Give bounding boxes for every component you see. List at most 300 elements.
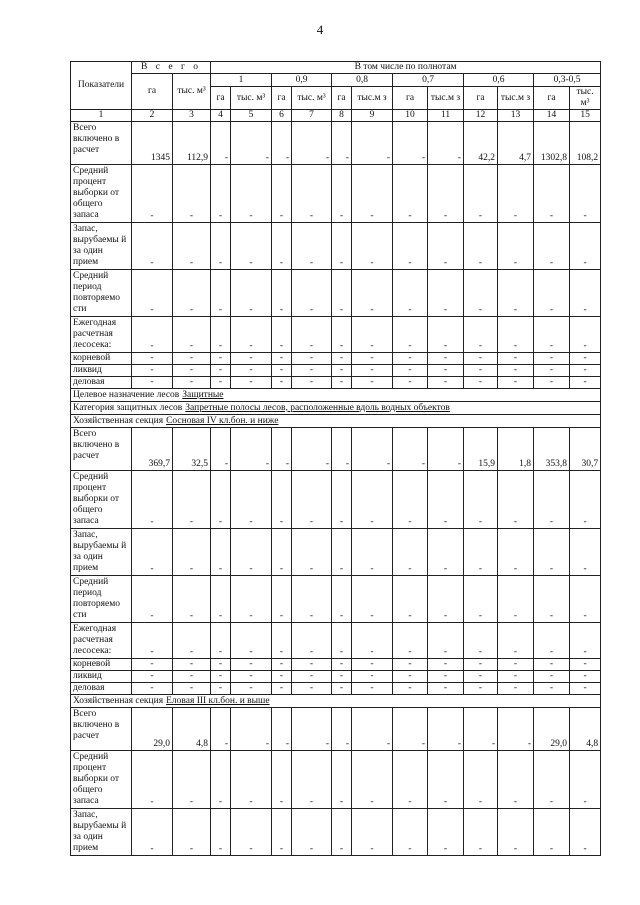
table-cell: -: [498, 751, 534, 809]
table-cell: -: [428, 317, 464, 353]
table-cell: -: [272, 428, 292, 471]
table-cell: -: [570, 529, 601, 576]
table-cell: -: [231, 223, 272, 270]
table-cell: -: [332, 683, 352, 695]
table-cell: -: [231, 623, 272, 659]
table-cell: -: [132, 529, 173, 576]
row-label: Всего включено в расчет: [71, 122, 132, 165]
table-cell: -: [211, 317, 231, 353]
category-label: Категория защитных лесов: [73, 402, 183, 413]
table-cell: -: [352, 270, 393, 317]
row-stock-per-take: [71, 809, 601, 856]
row-business: [71, 377, 601, 389]
table-cell: -: [173, 809, 211, 856]
table-cell: -: [352, 223, 393, 270]
table-cell: -: [464, 377, 498, 389]
table-cell: -: [132, 751, 173, 809]
table-cell: -: [498, 708, 534, 751]
table-cell: -: [464, 576, 498, 623]
table-cell: -: [292, 576, 332, 623]
row-avg-period: [71, 270, 601, 317]
table-cell: -: [570, 365, 601, 377]
table-cell: -: [173, 165, 211, 223]
table-cell: -: [352, 353, 393, 365]
table-cell: -: [393, 683, 428, 695]
col-number: 3: [173, 110, 211, 122]
table-cell: -: [352, 659, 393, 671]
table-cell: -: [231, 122, 272, 165]
table-cell: -: [428, 471, 464, 529]
table-cell: -: [498, 623, 534, 659]
row-avg-percent: [71, 165, 601, 223]
table-cell: -: [498, 270, 534, 317]
table-cell: -: [292, 671, 332, 683]
row-root: [71, 659, 601, 671]
table-cell: -: [272, 683, 292, 695]
table-cell: -: [272, 751, 292, 809]
table-cell: -: [211, 809, 231, 856]
table-cell: -: [132, 576, 173, 623]
table-cell: -: [272, 576, 292, 623]
row-label: ликвид: [71, 671, 132, 683]
table-cell: -: [173, 751, 211, 809]
table-cell: -: [211, 377, 231, 389]
table-cell: -: [464, 659, 498, 671]
table-cell: -: [428, 365, 464, 377]
table-cell: -: [173, 471, 211, 529]
table-cell: -: [534, 623, 570, 659]
density-0-8: 0,8: [332, 74, 393, 87]
table-cell: -: [211, 270, 231, 317]
table-cell: -: [211, 529, 231, 576]
table-cell: 369,7: [132, 428, 173, 471]
table-cell: -: [332, 165, 352, 223]
table-cell: -: [292, 353, 332, 365]
table-cell: -: [132, 165, 173, 223]
table-cell: -: [352, 809, 393, 856]
table-cell: -: [534, 751, 570, 809]
row-avg-period: [71, 576, 601, 623]
table-cell: -: [393, 623, 428, 659]
sub-ha: га: [332, 87, 352, 110]
table-cell: -: [464, 751, 498, 809]
table-cell: -: [292, 708, 332, 751]
table-cell: -: [211, 751, 231, 809]
table-cell: -: [332, 223, 352, 270]
table-cell: -: [393, 659, 428, 671]
table-cell: -: [132, 683, 173, 695]
table-cell: -: [211, 353, 231, 365]
table-cell: -: [292, 377, 332, 389]
table-cell: -: [132, 270, 173, 317]
table-cell: -: [332, 377, 352, 389]
sub-ha: га: [393, 87, 428, 110]
table-cell: -: [272, 671, 292, 683]
table-cell: -: [132, 623, 173, 659]
table-cell: -: [332, 529, 352, 576]
table-cell: -: [231, 751, 272, 809]
forest-table: [70, 61, 601, 856]
table-cell: -: [173, 529, 211, 576]
table-cell: -: [428, 165, 464, 223]
sub-ha: га: [534, 87, 570, 110]
table-cell: -: [211, 659, 231, 671]
table-cell: -: [272, 165, 292, 223]
table-cell: 1302,8: [534, 122, 570, 165]
table-cell: 112,9: [173, 122, 211, 165]
table-cell: 42,2: [464, 122, 498, 165]
sub-ths: тыс. м³: [292, 87, 332, 110]
col-number: 1: [71, 110, 132, 122]
table-cell: 4,8: [173, 708, 211, 751]
table-cell: -: [132, 377, 173, 389]
table-cell: -: [534, 165, 570, 223]
table-cell: -: [211, 671, 231, 683]
table-cell: -: [570, 683, 601, 695]
table-cell: -: [211, 165, 231, 223]
table-cell: -: [272, 377, 292, 389]
col-number: 4: [211, 110, 231, 122]
table-cell: -: [231, 529, 272, 576]
table-cell: -: [272, 270, 292, 317]
table-cell: -: [352, 317, 393, 353]
table-cell: -: [393, 317, 428, 353]
table-cell: -: [231, 377, 272, 389]
row-total: [71, 708, 601, 751]
table-cell: -: [393, 529, 428, 576]
row-business: [71, 683, 601, 695]
row-total: [71, 122, 601, 165]
table-cell: -: [352, 428, 393, 471]
table-cell: -: [428, 377, 464, 389]
col-number: 12: [464, 110, 498, 122]
table-cell: -: [352, 683, 393, 695]
table-cell: -: [292, 529, 332, 576]
row-label: Всего включено в расчет: [71, 428, 132, 471]
table-cell: 30,7: [570, 428, 601, 471]
row-label: Запас, вырубаемы й за один прием: [71, 529, 132, 576]
row-stock-per-take: [71, 529, 601, 576]
table-cell: -: [393, 270, 428, 317]
col-number: 11: [428, 110, 464, 122]
table-cell: -: [211, 122, 231, 165]
table-cell: -: [570, 223, 601, 270]
table-cell: -: [211, 223, 231, 270]
table-cell: -: [231, 365, 272, 377]
table-cell: -: [332, 270, 352, 317]
sub-ths: тыс. м³: [231, 87, 272, 110]
sub-ha: га: [211, 87, 231, 110]
table-cell: -: [231, 428, 272, 471]
table-cell: -: [570, 377, 601, 389]
table-cell: -: [272, 365, 292, 377]
col-number: 7: [292, 110, 332, 122]
table-cell: -: [464, 353, 498, 365]
table-cell: -: [231, 576, 272, 623]
table-cell: -: [534, 683, 570, 695]
row-label: Средний период повторяемо сти: [71, 576, 132, 623]
table-cell: -: [570, 623, 601, 659]
table-cell: -: [332, 576, 352, 623]
info-section-2-cell: [71, 695, 601, 708]
table-cell: -: [534, 659, 570, 671]
table-cell: -: [352, 122, 393, 165]
table-cell: -: [332, 353, 352, 365]
section-label: Хозяйственная секция: [73, 695, 164, 706]
table-cell: -: [231, 659, 272, 671]
table-cell: -: [231, 708, 272, 751]
table-cell: -: [332, 708, 352, 751]
table-cell: -: [464, 223, 498, 270]
table-cell: -: [534, 671, 570, 683]
table-cell: -: [428, 659, 464, 671]
table-cell: 15,9: [464, 428, 498, 471]
info-purpose: [71, 389, 601, 402]
table-cell: -: [498, 223, 534, 270]
table-cell: 1,8: [498, 428, 534, 471]
table-cell: -: [498, 353, 534, 365]
table-cell: -: [534, 270, 570, 317]
table-cell: -: [428, 122, 464, 165]
table-cell: -: [428, 529, 464, 576]
table-cell: -: [173, 377, 211, 389]
table-cell: -: [211, 471, 231, 529]
density-0-3-0-5: 0,3-0,5: [534, 74, 601, 87]
table-cell: -: [211, 683, 231, 695]
table-cell: -: [534, 576, 570, 623]
table-cell: -: [570, 809, 601, 856]
table-cell: -: [393, 751, 428, 809]
col-number: 5: [231, 110, 272, 122]
table-cell: -: [292, 751, 332, 809]
table-cell: -: [272, 353, 292, 365]
row-label: корневой: [71, 353, 132, 365]
table-cell: -: [393, 223, 428, 270]
table-cell: -: [464, 809, 498, 856]
table-cell: -: [352, 365, 393, 377]
table-cell: -: [570, 471, 601, 529]
table-cell: -: [272, 529, 292, 576]
table-cell: -: [393, 122, 428, 165]
col-number: 15: [570, 110, 601, 122]
table-cell: -: [332, 659, 352, 671]
table-cell: -: [498, 659, 534, 671]
table-cell: -: [292, 659, 332, 671]
table-cell: -: [428, 270, 464, 317]
table-cell: -: [393, 165, 428, 223]
row-label: Средний процент выборки от общего запаса: [71, 471, 132, 529]
table-cell: -: [393, 708, 428, 751]
info-section-2: [71, 695, 601, 708]
table-cell: 29,0: [534, 708, 570, 751]
sub-ha: га: [464, 87, 498, 110]
row-label: деловая: [71, 377, 132, 389]
table-cell: -: [464, 683, 498, 695]
table-cell: -: [211, 365, 231, 377]
sub-ths: тыс.м з: [498, 87, 534, 110]
table-cell: -: [570, 659, 601, 671]
table-cell: -: [332, 623, 352, 659]
table-cell: -: [393, 671, 428, 683]
table-cell: -: [570, 165, 601, 223]
info-category-cell: [71, 402, 601, 415]
table-cell: -: [132, 809, 173, 856]
table-cell: -: [231, 270, 272, 317]
table-cell: -: [272, 317, 292, 353]
row-label: Ежегодная расчетная лесосека:: [71, 317, 132, 353]
table-cell: -: [292, 223, 332, 270]
row-avg-percent: [71, 751, 601, 809]
purpose-label: Целевое назначение лесов: [73, 389, 180, 400]
table-cell: -: [292, 365, 332, 377]
section-value: Сосновая IV кл.бон. и ниже: [166, 415, 279, 426]
table-cell: -: [352, 471, 393, 529]
table-cell: -: [173, 671, 211, 683]
table-cell: -: [173, 223, 211, 270]
row-label: Средний период повторяемо сти: [71, 270, 132, 317]
col-number: 6: [272, 110, 292, 122]
table-cell: -: [393, 809, 428, 856]
table-cell: -: [332, 365, 352, 377]
table-cell: -: [272, 223, 292, 270]
table-cell: -: [231, 809, 272, 856]
table-cell: -: [272, 708, 292, 751]
row-label: Запас, вырубаемы й за один прием: [71, 223, 132, 270]
table-cell: -: [231, 683, 272, 695]
table-cell: -: [534, 353, 570, 365]
table-cell: -: [570, 576, 601, 623]
table-cell: -: [464, 317, 498, 353]
table-cell: -: [292, 471, 332, 529]
col-number: 13: [498, 110, 534, 122]
table-cell: -: [464, 529, 498, 576]
table-cell: -: [428, 671, 464, 683]
table-cell: -: [534, 809, 570, 856]
purpose-value: Защитные: [182, 389, 224, 400]
col-number: 8: [332, 110, 352, 122]
table-cell: -: [428, 683, 464, 695]
table-cell: -: [352, 529, 393, 576]
table-cell: 32,5: [173, 428, 211, 471]
table-cell: -: [332, 809, 352, 856]
table-cell: -: [332, 317, 352, 353]
row-annual-cut: [71, 623, 601, 659]
table-cell: -: [211, 708, 231, 751]
column-number-row: [71, 110, 601, 122]
table-cell: -: [393, 365, 428, 377]
table-cell: -: [534, 317, 570, 353]
table-cell: -: [352, 377, 393, 389]
table-cell: 4,7: [498, 122, 534, 165]
header-total: В с е г о: [132, 62, 211, 74]
table-cell: -: [231, 165, 272, 223]
section-value: Еловая III кл.бон. и выше: [166, 695, 270, 706]
col-number: 10: [393, 110, 428, 122]
table-cell: -: [173, 683, 211, 695]
table-cell: 353,8: [534, 428, 570, 471]
row-label: Всего включено в расчет: [71, 708, 132, 751]
header-by-density: В том числе по полнотам: [211, 62, 601, 74]
table-cell: -: [231, 471, 272, 529]
table-cell: 29,0: [132, 708, 173, 751]
table-cell: -: [132, 365, 173, 377]
table-cell: -: [428, 576, 464, 623]
table-cell: -: [498, 671, 534, 683]
table-cell: -: [292, 623, 332, 659]
table-cell: -: [332, 671, 352, 683]
table-cell: -: [498, 317, 534, 353]
table-cell: -: [132, 471, 173, 529]
table-cell: -: [211, 623, 231, 659]
table-cell: -: [211, 428, 231, 471]
table-cell: -: [464, 623, 498, 659]
table-cell: -: [428, 428, 464, 471]
table-cell: -: [393, 353, 428, 365]
density-0-9: 0,9: [272, 74, 332, 87]
row-label: деловая: [71, 683, 132, 695]
row-root: [71, 353, 601, 365]
header-ths: тыс. м³: [173, 74, 211, 110]
row-liquid: [71, 671, 601, 683]
col-number: 9: [352, 110, 393, 122]
table-cell: -: [464, 165, 498, 223]
col-number: 14: [534, 110, 570, 122]
table-cell: -: [272, 471, 292, 529]
table-cell: -: [428, 751, 464, 809]
table-cell: -: [498, 809, 534, 856]
table-cell: -: [498, 576, 534, 623]
table-cell: -: [498, 365, 534, 377]
table-cell: -: [498, 529, 534, 576]
table-cell: -: [570, 353, 601, 365]
row-label: Средний процент выборки от общего запаса: [71, 751, 132, 809]
table-cell: -: [393, 471, 428, 529]
table-cell: -: [231, 353, 272, 365]
table-cell: -: [173, 365, 211, 377]
table-cell: -: [211, 576, 231, 623]
table-cell: -: [132, 659, 173, 671]
table-cell: -: [534, 471, 570, 529]
info-category: [71, 402, 601, 415]
table-cell: -: [173, 353, 211, 365]
sub-ha: га: [272, 87, 292, 110]
row-label: корневой: [71, 659, 132, 671]
table-cell: -: [570, 751, 601, 809]
table-cell: -: [352, 623, 393, 659]
density-0-7: 0,7: [393, 74, 464, 87]
table-cell: -: [428, 809, 464, 856]
table-cell: -: [428, 353, 464, 365]
table-cell: -: [332, 471, 352, 529]
density-1: 1: [211, 74, 272, 87]
table-cell: -: [132, 317, 173, 353]
table-cell: -: [272, 122, 292, 165]
table-cell: -: [428, 623, 464, 659]
table-cell: -: [173, 576, 211, 623]
sub-ths: тыс.м з: [428, 87, 464, 110]
table-cell: -: [272, 809, 292, 856]
table-cell: -: [332, 122, 352, 165]
category-value: Запретные полосы лесов, расположенные вдоль водных объектов: [185, 402, 450, 413]
table-cell: -: [464, 708, 498, 751]
table-cell: -: [464, 671, 498, 683]
col-number: 2: [132, 110, 173, 122]
table-cell: -: [292, 122, 332, 165]
table-cell: -: [534, 365, 570, 377]
table-cell: -: [498, 683, 534, 695]
table-cell: -: [173, 623, 211, 659]
table-cell: -: [393, 377, 428, 389]
